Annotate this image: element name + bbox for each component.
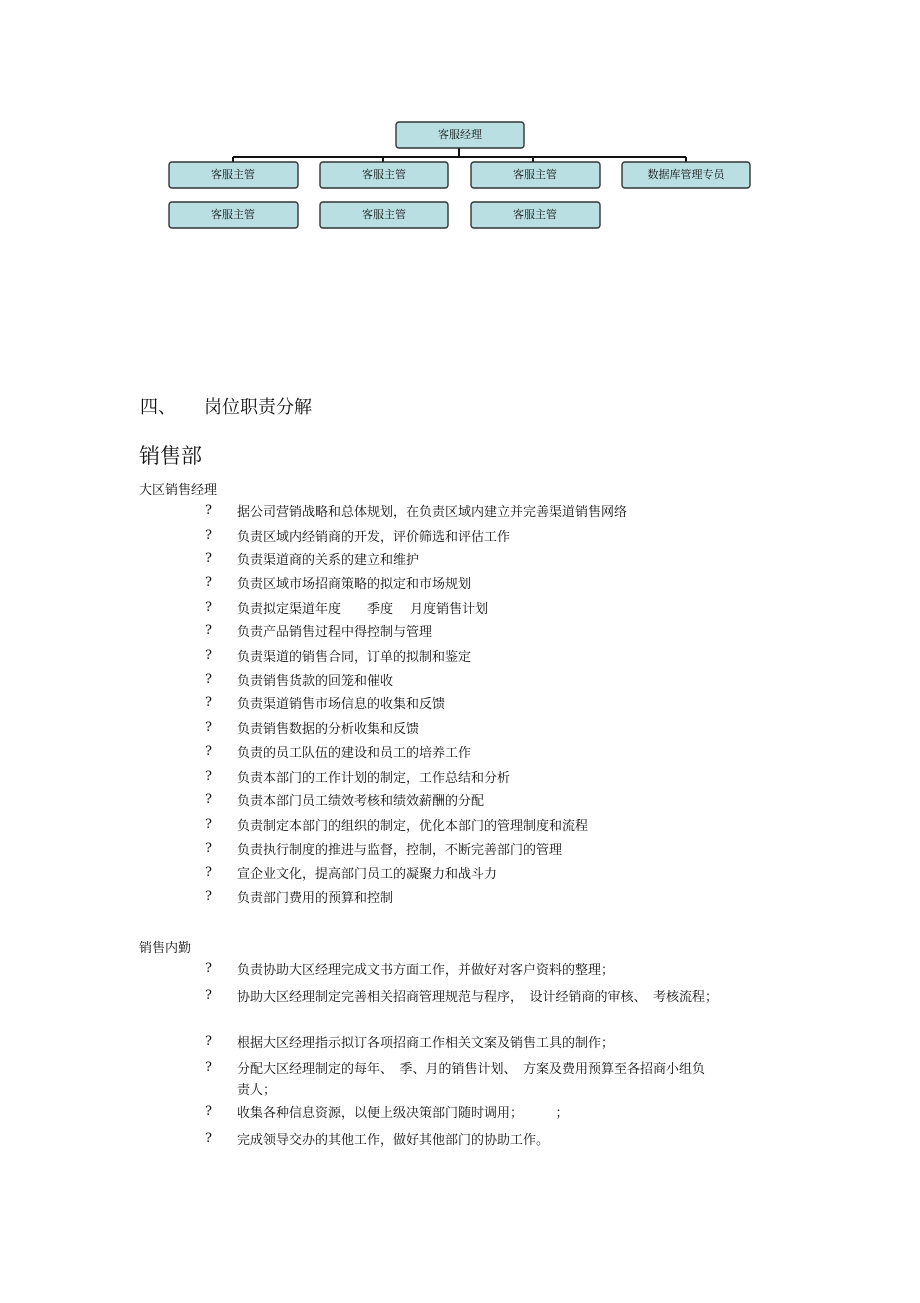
bullet-icon: ? [205,695,212,710]
org-node-level1 [471,162,600,188]
org-node-level2 [471,202,600,228]
org-node-level2 [169,202,298,228]
section-number: 四、 [140,397,176,418]
org-node-level1 [622,162,750,188]
org-node-label: 客服主管 [211,208,255,221]
bullet-icon: ? [205,600,212,615]
bullet-icon: ? [205,841,212,856]
bullet-icon: ? [205,551,212,566]
org-node-label: 客服主管 [362,168,406,181]
bullet-icon: ? [205,865,212,880]
section-title: 岗位职责分解 [204,397,312,418]
bullet-icon: ? [205,769,212,784]
org-node-level1 [320,162,448,188]
bullet-icon: ? [205,1060,212,1075]
org-node-label: 客服主管 [362,208,406,221]
bullet-icon: ? [205,575,212,590]
bullet-icon: ? [205,961,212,976]
role-title: 大区销售经理 [139,483,218,498]
bullet-icon: ? [205,528,212,543]
bullet-icon: ? [205,623,212,638]
bullet-icon: ? [205,1034,212,1049]
org-chart [0,0,920,240]
bullet-icon: ? [205,1104,212,1119]
bullet-icon: ? [205,889,212,904]
org-node-level2 [320,202,448,228]
bullet-icon: ? [205,792,212,807]
org-node-label: 数据库管理专员 [647,168,725,181]
role-title: 销售内勤 [139,941,192,956]
org-node-label: 客服主管 [211,168,255,181]
org-node-root [396,122,524,148]
bullet-icon: ? [205,720,212,735]
bullet-icon: ? [205,817,212,832]
org-node-level1 [169,162,298,188]
org-node-label: 客服经理 [438,128,482,141]
org-node-label: 客服主管 [513,208,557,221]
bullet-icon: ? [205,648,212,663]
bullet-icon: ? [205,1131,212,1146]
section-heading [140,393,312,419]
department-title: 销售部 [139,444,202,468]
org-node-label: 客服主管 [513,168,557,181]
bullet-icon: ? [205,744,212,759]
bullet-icon: ? [205,672,212,687]
bullet-icon: ? [205,988,212,1003]
bullet-icon: ? [205,503,212,518]
